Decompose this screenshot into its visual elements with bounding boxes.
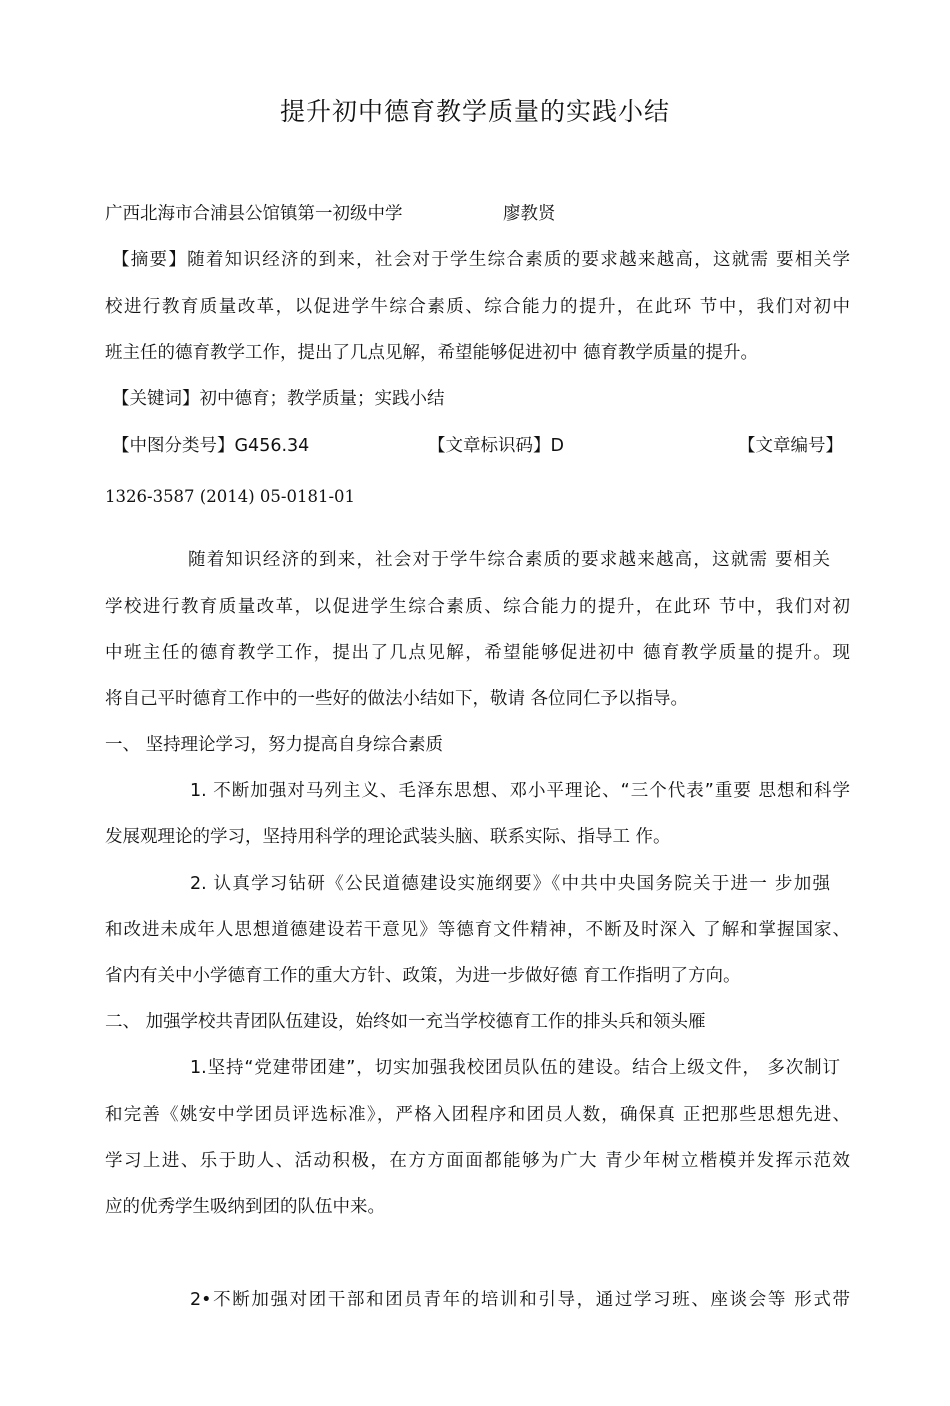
paragraph-line: 和改进未成年人思想道德建设若干意见》等德育文件精神，不断及时深入 了解和掌握国家、 — [105, 920, 850, 940]
paragraph-line: 1. 不断加强对马列主义、毛泽东思想、邓小平理论、“三个代表”重要 思想和科学 — [190, 781, 850, 801]
abstract-line: 校进行教育质量改革，以促进学牛综合素质、综合能力的提升，在此环 节中，我们对初中 — [105, 297, 850, 317]
author-name: 廖教贤 — [503, 204, 556, 224]
section-heading: 一、 坚持理论学习，努力提高自身综合素质 — [105, 735, 444, 755]
paragraph-line: 和完善《姚安中学团员评选标准》，严格入团程序和团员人数，确保真 正把那些思想先进、 — [105, 1105, 850, 1125]
paragraph-line: 发展观理论的学习，坚持用科学的理论武装头脑、联系实际、指导工 作。 — [105, 827, 671, 847]
paragraph-line: 2•不断加强对团干部和团员青年的培训和引导，通过学习班、座谈会等 形式带 — [190, 1290, 850, 1310]
paragraph-line: 学习上进、乐于助人、活动积极，在方方面面都能够为广大 青少年树立楷模并发挥示范效 — [105, 1151, 850, 1171]
intro-line: 学校进行教育质量改革，以促进学生综合素质、综合能力的提升，在此环 节中，我们对初 — [105, 597, 850, 617]
section-heading: 二、 加强学校共青团队伍建设，始终如一充当学校德育工作的排头兵和领头雁 — [105, 1012, 706, 1032]
article-number-label: 【文章编号】 — [738, 436, 843, 456]
document-title: 提升初中德育教学质量的实践小结 — [279, 97, 670, 126]
paragraph-line: 2. 认真学习钻研《公民道德建设实施纲要》《中共中央国务院关于进一 步加强 — [190, 874, 830, 894]
intro-line: 将自己平时德育工作中的一些好的做法小结如下，敬请 各位同仁予以指导。 — [105, 689, 689, 709]
abstract-line: 班主任的德育教学工作，提出了几点见解，希望能够促进初中 德育教学质量的提升。 — [105, 343, 759, 363]
document-code: 【文章标识码】D — [428, 436, 564, 456]
paragraph-line: 省内有关中小学德育工作的重大方针、政策，为进一步做好德 育工作指明了方向。 — [105, 966, 741, 986]
abstract-line: 【摘要】随着知识经济的到来，社会对于学生综合素质的要求越来越高，这就需 要相关学 — [112, 250, 850, 270]
author-affiliation: 广西北海市合浦县公馆镇第一初级中学 — [105, 204, 403, 224]
intro-line: 中班主任的德育教学工作，提出了几点见解，希望能够促进初中 德育教学质量的提升。现 — [105, 643, 850, 663]
article-number: 1326-3587 (2014) 05-0181-01 — [105, 487, 356, 506]
paragraph-line: 1.坚持“党建带团建”，切实加强我校团员队伍的建设。结合上级文件， 多次制订 — [190, 1058, 840, 1078]
intro-line: 随着知识经济的到来，社会对于学牛综合素质的要求越来越高，这就需 要相关 — [188, 550, 830, 570]
paragraph-line: 应的优秀学生吸纳到团的队伍中来。 — [105, 1197, 385, 1217]
clc-number: 【中图分类号】G456.34 — [112, 436, 310, 456]
keywords: 【关键词】初中德育；教学质量；实践小结 — [112, 389, 445, 409]
